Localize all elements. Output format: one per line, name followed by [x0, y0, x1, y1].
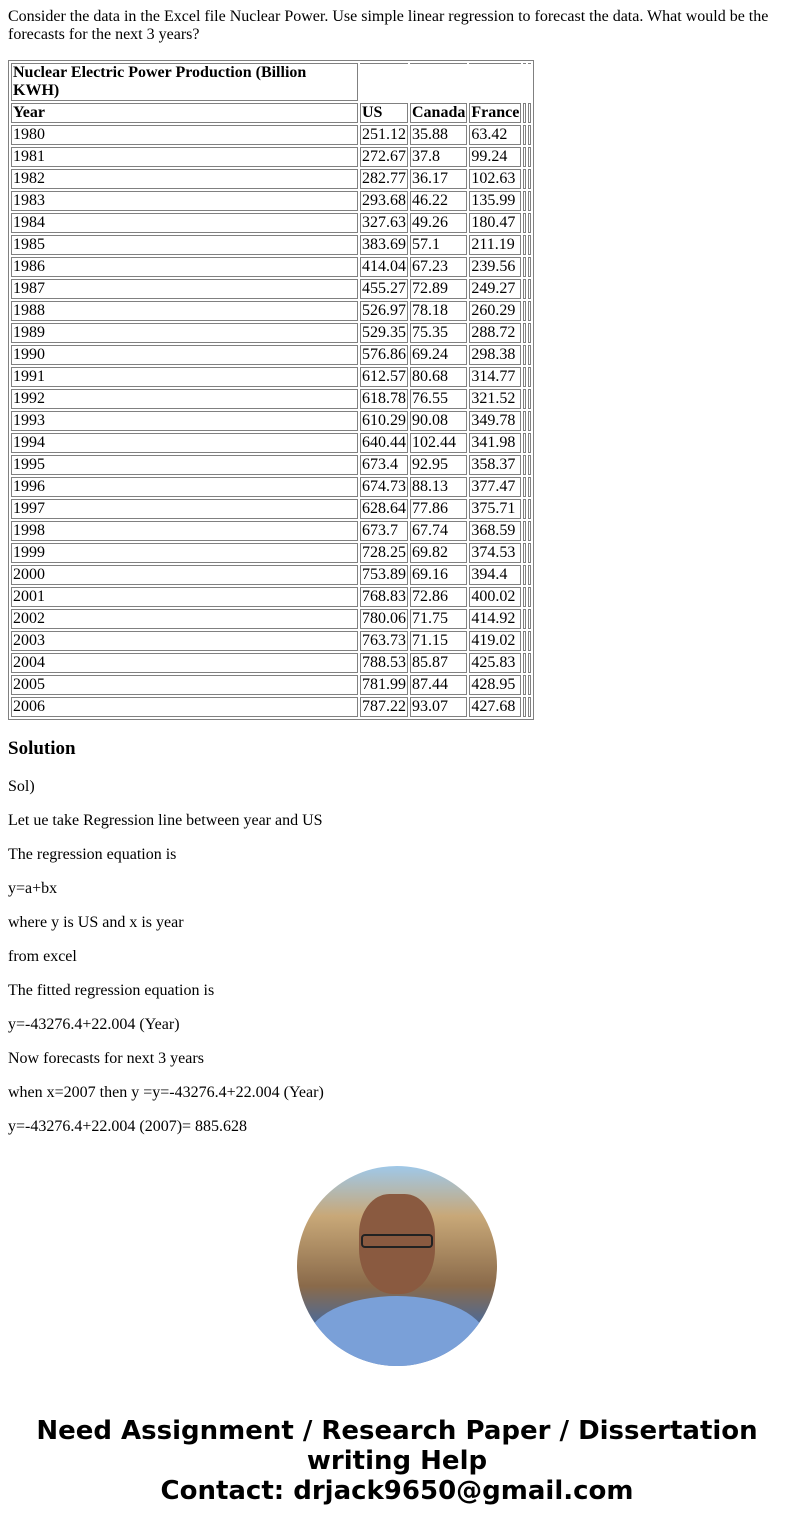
cell-france: 375.71	[469, 499, 521, 519]
table-row	[11, 169, 531, 189]
cell-france: 427.68	[469, 697, 521, 717]
cell-year: 1999	[11, 543, 358, 563]
glasses-icon	[361, 1234, 433, 1248]
cell-canada: 76.55	[410, 389, 467, 409]
cell-france: 314.77	[469, 367, 521, 387]
table-row	[11, 323, 531, 343]
cell-year: 1984	[11, 213, 358, 233]
cell-year: 2004	[11, 653, 358, 673]
cell-canada: 67.74	[410, 521, 467, 541]
cell-france: 414.92	[469, 609, 521, 629]
table-row	[11, 631, 531, 651]
cell-us: 781.99	[362, 676, 406, 693]
cell-us: 674.73	[362, 478, 406, 495]
cell-canada: 72.86	[410, 587, 467, 607]
cell-canada: 78.18	[410, 301, 467, 321]
cell-year: 1981	[11, 147, 358, 167]
cell-year: 1980	[11, 125, 358, 145]
solution-line: The regression equation is	[8, 846, 177, 863]
table-row	[11, 191, 531, 211]
table-row	[11, 389, 531, 409]
table-row	[11, 411, 531, 431]
cell-year: 1985	[11, 235, 358, 255]
cell-year: 2002	[11, 609, 358, 629]
cell-canada: 69.82	[410, 543, 467, 563]
cell-canada: 92.95	[410, 455, 467, 475]
cell-france: 99.24	[469, 147, 521, 167]
table-title: Nuclear Electric Power Production (Billion KWH)	[11, 63, 358, 101]
cell-us: 383.69	[362, 236, 406, 253]
cell-canada: 36.17	[410, 169, 467, 189]
table-row	[11, 543, 531, 563]
cell-us: 788.53	[362, 654, 406, 671]
cell-us: 576.86	[362, 346, 406, 363]
table-row	[11, 367, 531, 387]
cell-year: 2003	[11, 631, 358, 651]
cell-us: 529.35	[362, 324, 406, 341]
cell-us: 282.77	[362, 170, 406, 187]
cell-france: 419.02	[469, 631, 521, 651]
cell-year: 1994	[11, 433, 358, 453]
table-row	[11, 213, 531, 233]
solution-line: where y is US and x is year	[8, 914, 184, 931]
promo-contact: Contact: drjack9650@gmail.com	[160, 1476, 634, 1506]
cell-canada: 77.86	[410, 499, 467, 519]
cell-canada: 46.22	[410, 191, 467, 211]
cell-france: 260.29	[469, 301, 521, 321]
cell-canada: 69.16	[410, 565, 467, 585]
cell-canada: 90.08	[410, 411, 467, 431]
cell-france: 394.4	[469, 565, 521, 585]
cell-us: 728.25	[362, 544, 406, 561]
cell-year: 1997	[11, 499, 358, 519]
cell-us: 673.7	[360, 521, 408, 541]
cell-france: 321.52	[469, 389, 521, 409]
cell-us: 787.22	[362, 698, 406, 715]
promo-banner	[8, 1416, 786, 1506]
cell-france: 180.47	[469, 213, 521, 233]
table-row	[11, 521, 531, 541]
cell-year: 2006	[11, 697, 358, 717]
table-row	[11, 433, 531, 453]
table-row	[11, 345, 531, 365]
cell-year: 1989	[11, 323, 358, 343]
cell-us: 251.12	[362, 126, 406, 143]
cell-france: 377.47	[469, 477, 521, 497]
cell-canada: 57.1	[410, 235, 467, 255]
cell-canada: 49.26	[410, 213, 467, 233]
promo-line-1: Need Assignment / Research Paper / Dissertation writing Help	[36, 1416, 758, 1476]
cell-france: 102.63	[469, 169, 521, 189]
solution-line: Sol)	[8, 778, 35, 795]
cell-year: 1993	[11, 411, 358, 431]
cell-us: 673.4	[360, 455, 408, 475]
cell-year: 2001	[11, 587, 358, 607]
cell-us: 618.78	[362, 390, 406, 407]
cell-us: 753.89	[362, 566, 406, 583]
cell-france: 249.27	[469, 279, 521, 299]
solution-heading: Solution	[8, 738, 76, 759]
table-row	[11, 455, 531, 475]
cell-canada: 75.35	[410, 323, 467, 343]
question-text: Consider the data in the Excel file Nuclear Power. Use simple linear regression to forecast the data. What would be the forecasts for the next 3 years?	[8, 8, 769, 43]
table-row	[11, 675, 531, 695]
cell-france: 288.72	[469, 323, 521, 343]
cell-year: 2000	[11, 565, 358, 585]
cell-france: 374.53	[469, 543, 521, 563]
cell-canada: 37.8	[410, 147, 467, 167]
cell-year: 1992	[11, 389, 358, 409]
cell-canada: 35.88	[410, 125, 467, 145]
cell-canada: 93.07	[410, 697, 467, 717]
table-row	[11, 499, 531, 519]
cell-canada: 88.13	[410, 477, 467, 497]
solution-line: from excel	[8, 948, 77, 965]
cell-canada: 67.23	[410, 257, 467, 277]
table-row	[11, 257, 531, 277]
table-row	[11, 301, 531, 321]
cell-canada: 71.15	[410, 631, 467, 651]
cell-france: 425.83	[469, 653, 521, 673]
cell-us: 293.68	[362, 192, 406, 209]
cell-us: 780.06	[362, 610, 406, 627]
author-photo	[297, 1166, 497, 1366]
solution-body	[8, 778, 786, 1136]
table-row	[11, 477, 531, 497]
cell-canada: 85.87	[410, 653, 467, 673]
cell-us: 768.83	[362, 588, 406, 605]
cell-us: 763.73	[362, 632, 406, 649]
cell-year: 1988	[11, 301, 358, 321]
cell-canada: 80.68	[410, 367, 467, 387]
cell-us: 455.27	[362, 280, 406, 297]
cell-year: 1998	[11, 521, 358, 541]
table-row	[11, 279, 531, 299]
cell-canada: 87.44	[410, 675, 467, 695]
cell-year: 1986	[11, 257, 358, 277]
cell-france: 135.99	[469, 191, 521, 211]
cell-year: 1987	[11, 279, 358, 299]
cell-us: 628.64	[362, 500, 406, 517]
solution-line: y=a+bx	[8, 880, 58, 897]
header-canada: Canada	[412, 104, 466, 121]
cell-france: 358.37	[469, 455, 521, 475]
header-year: Year	[11, 103, 358, 123]
cell-us: 640.44	[362, 434, 406, 451]
solution-line: when x=2007 then y =y=-43276.4+22.004 (Year)	[8, 1084, 324, 1101]
cell-us: 610.29	[362, 412, 406, 429]
solution-line: y=-43276.4+22.004 (Year)	[8, 1016, 180, 1033]
cell-year: 1995	[11, 455, 358, 475]
table-row	[11, 565, 531, 585]
cell-us: 327.63	[362, 214, 406, 231]
cell-year: 1983	[11, 191, 358, 211]
solution-line: The fitted regression equation is	[8, 982, 215, 999]
nuclear-power-table	[8, 60, 534, 720]
table-row	[11, 587, 531, 607]
table-row	[11, 609, 531, 629]
cell-us: 526.97	[362, 302, 406, 319]
cell-us: 414.04	[362, 258, 406, 275]
cell-year: 1996	[11, 477, 358, 497]
cell-year: 1991	[11, 367, 358, 387]
cell-france: 211.19	[469, 235, 521, 255]
cell-canada: 71.75	[410, 609, 467, 629]
cell-france: 400.02	[469, 587, 521, 607]
table-row	[11, 697, 531, 717]
table-row	[11, 125, 531, 145]
header-us: US	[360, 103, 408, 123]
cell-canada: 69.24	[410, 345, 467, 365]
table-row	[11, 147, 531, 167]
cell-us: 272.67	[362, 148, 406, 165]
solution-line: Let ue take Regression line between year and US	[8, 812, 323, 829]
cell-france: 368.59	[469, 521, 521, 541]
table-title-row	[11, 63, 531, 101]
table-header-row	[11, 103, 531, 123]
table-row	[11, 235, 531, 255]
cell-us: 612.57	[362, 368, 406, 385]
cell-canada: 102.44	[410, 433, 467, 453]
cell-year: 1990	[11, 345, 358, 365]
cell-year: 2005	[11, 675, 358, 695]
solution-line: y=-43276.4+22.004 (2007)= 885.628	[8, 1118, 248, 1135]
header-france: France	[471, 104, 520, 121]
cell-france: 341.98	[469, 433, 521, 453]
solution-line: Now forecasts for next 3 years	[8, 1050, 204, 1067]
cell-france: 298.38	[469, 345, 521, 365]
cell-france: 63.42	[469, 125, 521, 145]
cell-france: 428.95	[469, 675, 521, 695]
cell-canada: 72.89	[410, 279, 467, 299]
cell-france: 239.56	[469, 257, 521, 277]
table-row	[11, 653, 531, 673]
cell-france: 349.78	[469, 411, 521, 431]
cell-year: 1982	[11, 169, 358, 189]
